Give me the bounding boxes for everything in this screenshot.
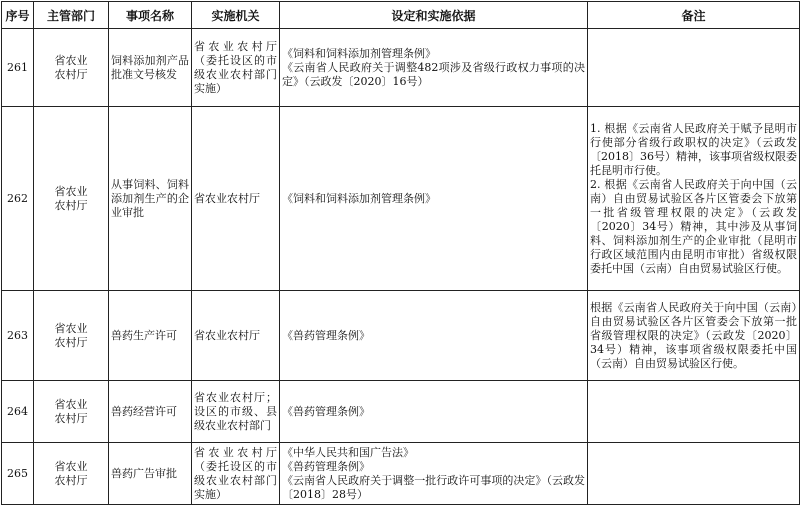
- basis-cell: [280, 291, 588, 381]
- table-row: [2, 29, 800, 107]
- dept-line: 省农业: [54, 184, 88, 198]
- item-cell: 兽药经营许可: [109, 381, 192, 443]
- agency-cell: 省农业农村厅: [192, 291, 280, 381]
- dept-cell: [34, 443, 109, 505]
- agency-cell: 省农业农村厅: [192, 107, 280, 291]
- seq-cell: 261: [2, 29, 34, 107]
- agency-cell: 省农业农村厅（委托设区的市级农业农村部门实施）: [192, 29, 280, 107]
- basis-cell: [280, 107, 588, 291]
- remark-cell: [588, 29, 800, 107]
- dept-line: 农村厅: [54, 473, 88, 487]
- header-dept: 主管部门: [34, 2, 109, 29]
- dept-line: 农村厅: [54, 198, 88, 212]
- table-row: [2, 381, 800, 443]
- dept-line: 农村厅: [54, 67, 88, 81]
- item-cell: 兽药生产许可: [109, 291, 192, 381]
- dept-line: 农村厅: [54, 411, 88, 425]
- remark-cell: [588, 291, 800, 381]
- item-cell: 饲料添加剂产品批准文号核发: [109, 29, 192, 107]
- basis-line: 《中华人民共和国广告法》: [282, 445, 414, 459]
- header-row: [2, 2, 800, 29]
- remark-cell: [588, 381, 800, 443]
- seq-cell: 264: [2, 381, 34, 443]
- dept-line: 省农业: [54, 321, 88, 335]
- seq-cell: 265: [2, 443, 34, 505]
- items-table: [1, 1, 800, 505]
- item-cell: 兽药广告审批: [109, 443, 192, 505]
- table-row: [2, 443, 800, 505]
- item-cell: 从事饲料、饲料添加剂生产的企业审批: [109, 107, 192, 291]
- dept-cell: [34, 107, 109, 291]
- basis-cell: [280, 29, 588, 107]
- header-seq: 序号: [2, 2, 34, 29]
- seq-cell: 262: [2, 107, 34, 291]
- remark-cell: [588, 107, 800, 291]
- dept-cell: [34, 29, 109, 107]
- header-item: 事项名称: [109, 2, 192, 29]
- basis-line: 《饲料和饲料添加剂管理条例》: [282, 191, 436, 205]
- table-row: [2, 107, 800, 291]
- basis-line: 《兽药管理条例》: [282, 328, 370, 342]
- dept-cell: [34, 291, 109, 381]
- dept-line: 农村厅: [54, 335, 88, 349]
- seq-cell: 263: [2, 291, 34, 381]
- remark-line: 1. 根据《云南省人民政府关于赋予昆明市行使部分省级行政职权的决定》（云政发〔2018〕36号）精神，该事项省级权限委托昆明市行使。: [590, 121, 797, 177]
- basis-line: 《兽药管理条例》: [282, 404, 370, 418]
- dept-cell: [34, 381, 109, 443]
- table-row: [2, 291, 800, 381]
- remark-cell: [588, 443, 800, 505]
- header-remark: 备注: [588, 2, 800, 29]
- remark-line: 根据《云南省人民政府关于向中国（云南）自由贸易试验区各片区管委会下放第一批省级管理权限的决定》（云政发〔2020〕34号）精神，该事项省级权限委托中国（云南）自由贸易试验区行使。: [590, 300, 797, 370]
- basis-line: 《兽药管理条例》: [282, 459, 370, 473]
- remark-line: 2. 根据《云南省人民政府关于向中国（云南）自由贸易试验区各片区管委会下放第一批省级管理权限的决定》（云政发〔2020〕34号）精神，其中涉及从事饲料、饲料添加剂生产的企业审批（昆明市行政区域范围内由昆明市审批）省级权限委托中国（云南）自由贸易试验区行使。: [590, 177, 797, 275]
- basis-cell: [280, 443, 588, 505]
- basis-cell: [280, 381, 588, 443]
- header-agency: 实施机关: [192, 2, 280, 29]
- basis-line: 《饲料和饲料添加剂管理条例》: [282, 46, 436, 60]
- basis-line: 《云南省人民政府关于调整一批行政许可事项的决定》（云政发〔2018〕28号）: [282, 473, 585, 501]
- dept-line: 省农业: [54, 53, 88, 67]
- dept-line: 省农业: [54, 459, 88, 473]
- basis-line: 《云南省人民政府关于调整482项涉及省级行政权力事项的决定》（云政发〔2020〕16号）: [282, 60, 585, 88]
- header-basis: 设定和实施依据: [280, 2, 588, 29]
- agency-cell: 省农业农村厅；设区的市级、县级农业农村部门: [192, 381, 280, 443]
- agency-cell: 省农业农村厅（委托设区的市级农业农村部门实施）: [192, 443, 280, 505]
- dept-line: 省农业: [54, 397, 88, 411]
